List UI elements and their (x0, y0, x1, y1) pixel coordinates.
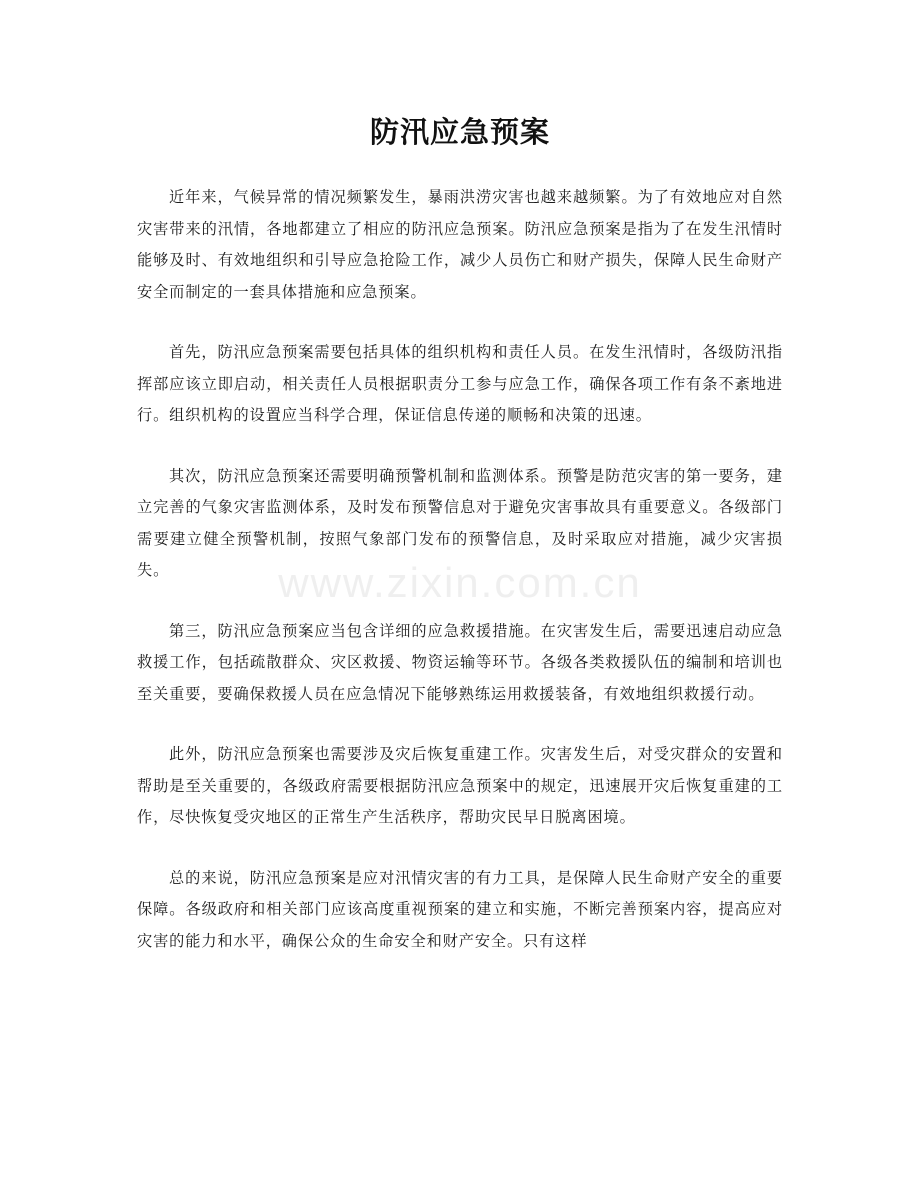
paragraph-5: 此外，防汛应急预案也需要涉及灾后恢复重建工作。灾害发生后，对受灾群众的安置和帮助是至关重要的，各级政府需要根据防汛应急预案中的规定，迅速展开灾后恢复重建的工作，尽快恢复受灾地区的正常生产生活秩序，帮助灾民早日脱离困境。 (137, 745, 783, 826)
paragraph-6: 总的来说，防汛应急预案是应对汛情灾害的有力工具，是保障人民生命财产安全的重要保障。各级政府和相关部门应该高度重视预案的建立和实施，不断完善预案内容，提高应对灾害的能力和水平，确保公众的生命安全和财产安全。只有这样 (137, 868, 783, 950)
document-title: 防汛应急预案 (369, 115, 550, 149)
document-body (137, 182, 783, 986)
paragraph-2: 首先，防汛应急预案需要包括具体的组织机构和责任人员。在发生汛情时，各级防汛指挥部应该立即启动，相关责任人员根据职责分工参与应急工作，确保各项工作有条不紊地进行。组织机构的设置应当科学合理，保证信息传递的顺畅和决策的迅速。 (137, 343, 783, 424)
paragraph-1: 近年来，气候异常的情况频繁发生，暴雨洪涝灾害也越来越频繁。为了有效地应对自然灾害带来的汛情，各地都建立了相应的防汛应急预案。防汛应急预案是指为了在发生汛情时能够及时、有效地组织和引导应急抢险工作，减少人员伤亡和财产损失，保障人民生命财产安全而制定的一套具体措施和应急预案。 (137, 188, 783, 301)
paragraph-3: 其次，防汛应急预案还需要明确预警机制和监测体系。预警是防范灾害的第一要务，建立完善的气象灾害监测体系，及时发布预警信息对于避免灾害事故具有重要意义。各级部门需要建立健全预警机制，按照气象部门发布的预警信息，及时采取应对措施，减少灾害损失。 (137, 466, 783, 579)
watermark-text: www.zixin.com.cn (278, 559, 642, 606)
paragraph-4: 第三，防汛应急预案应当包含详细的应急救援措施。在灾害发生后，需要迅速启动应急救援工作，包括疏散群众、灾区救援、物资运输等环节。各级各类救援队伍的编制和培训也至关重要，要确保救援人员在应急情况下能够熟练运用救援装备，有效地组织救援行动。 (137, 621, 783, 703)
